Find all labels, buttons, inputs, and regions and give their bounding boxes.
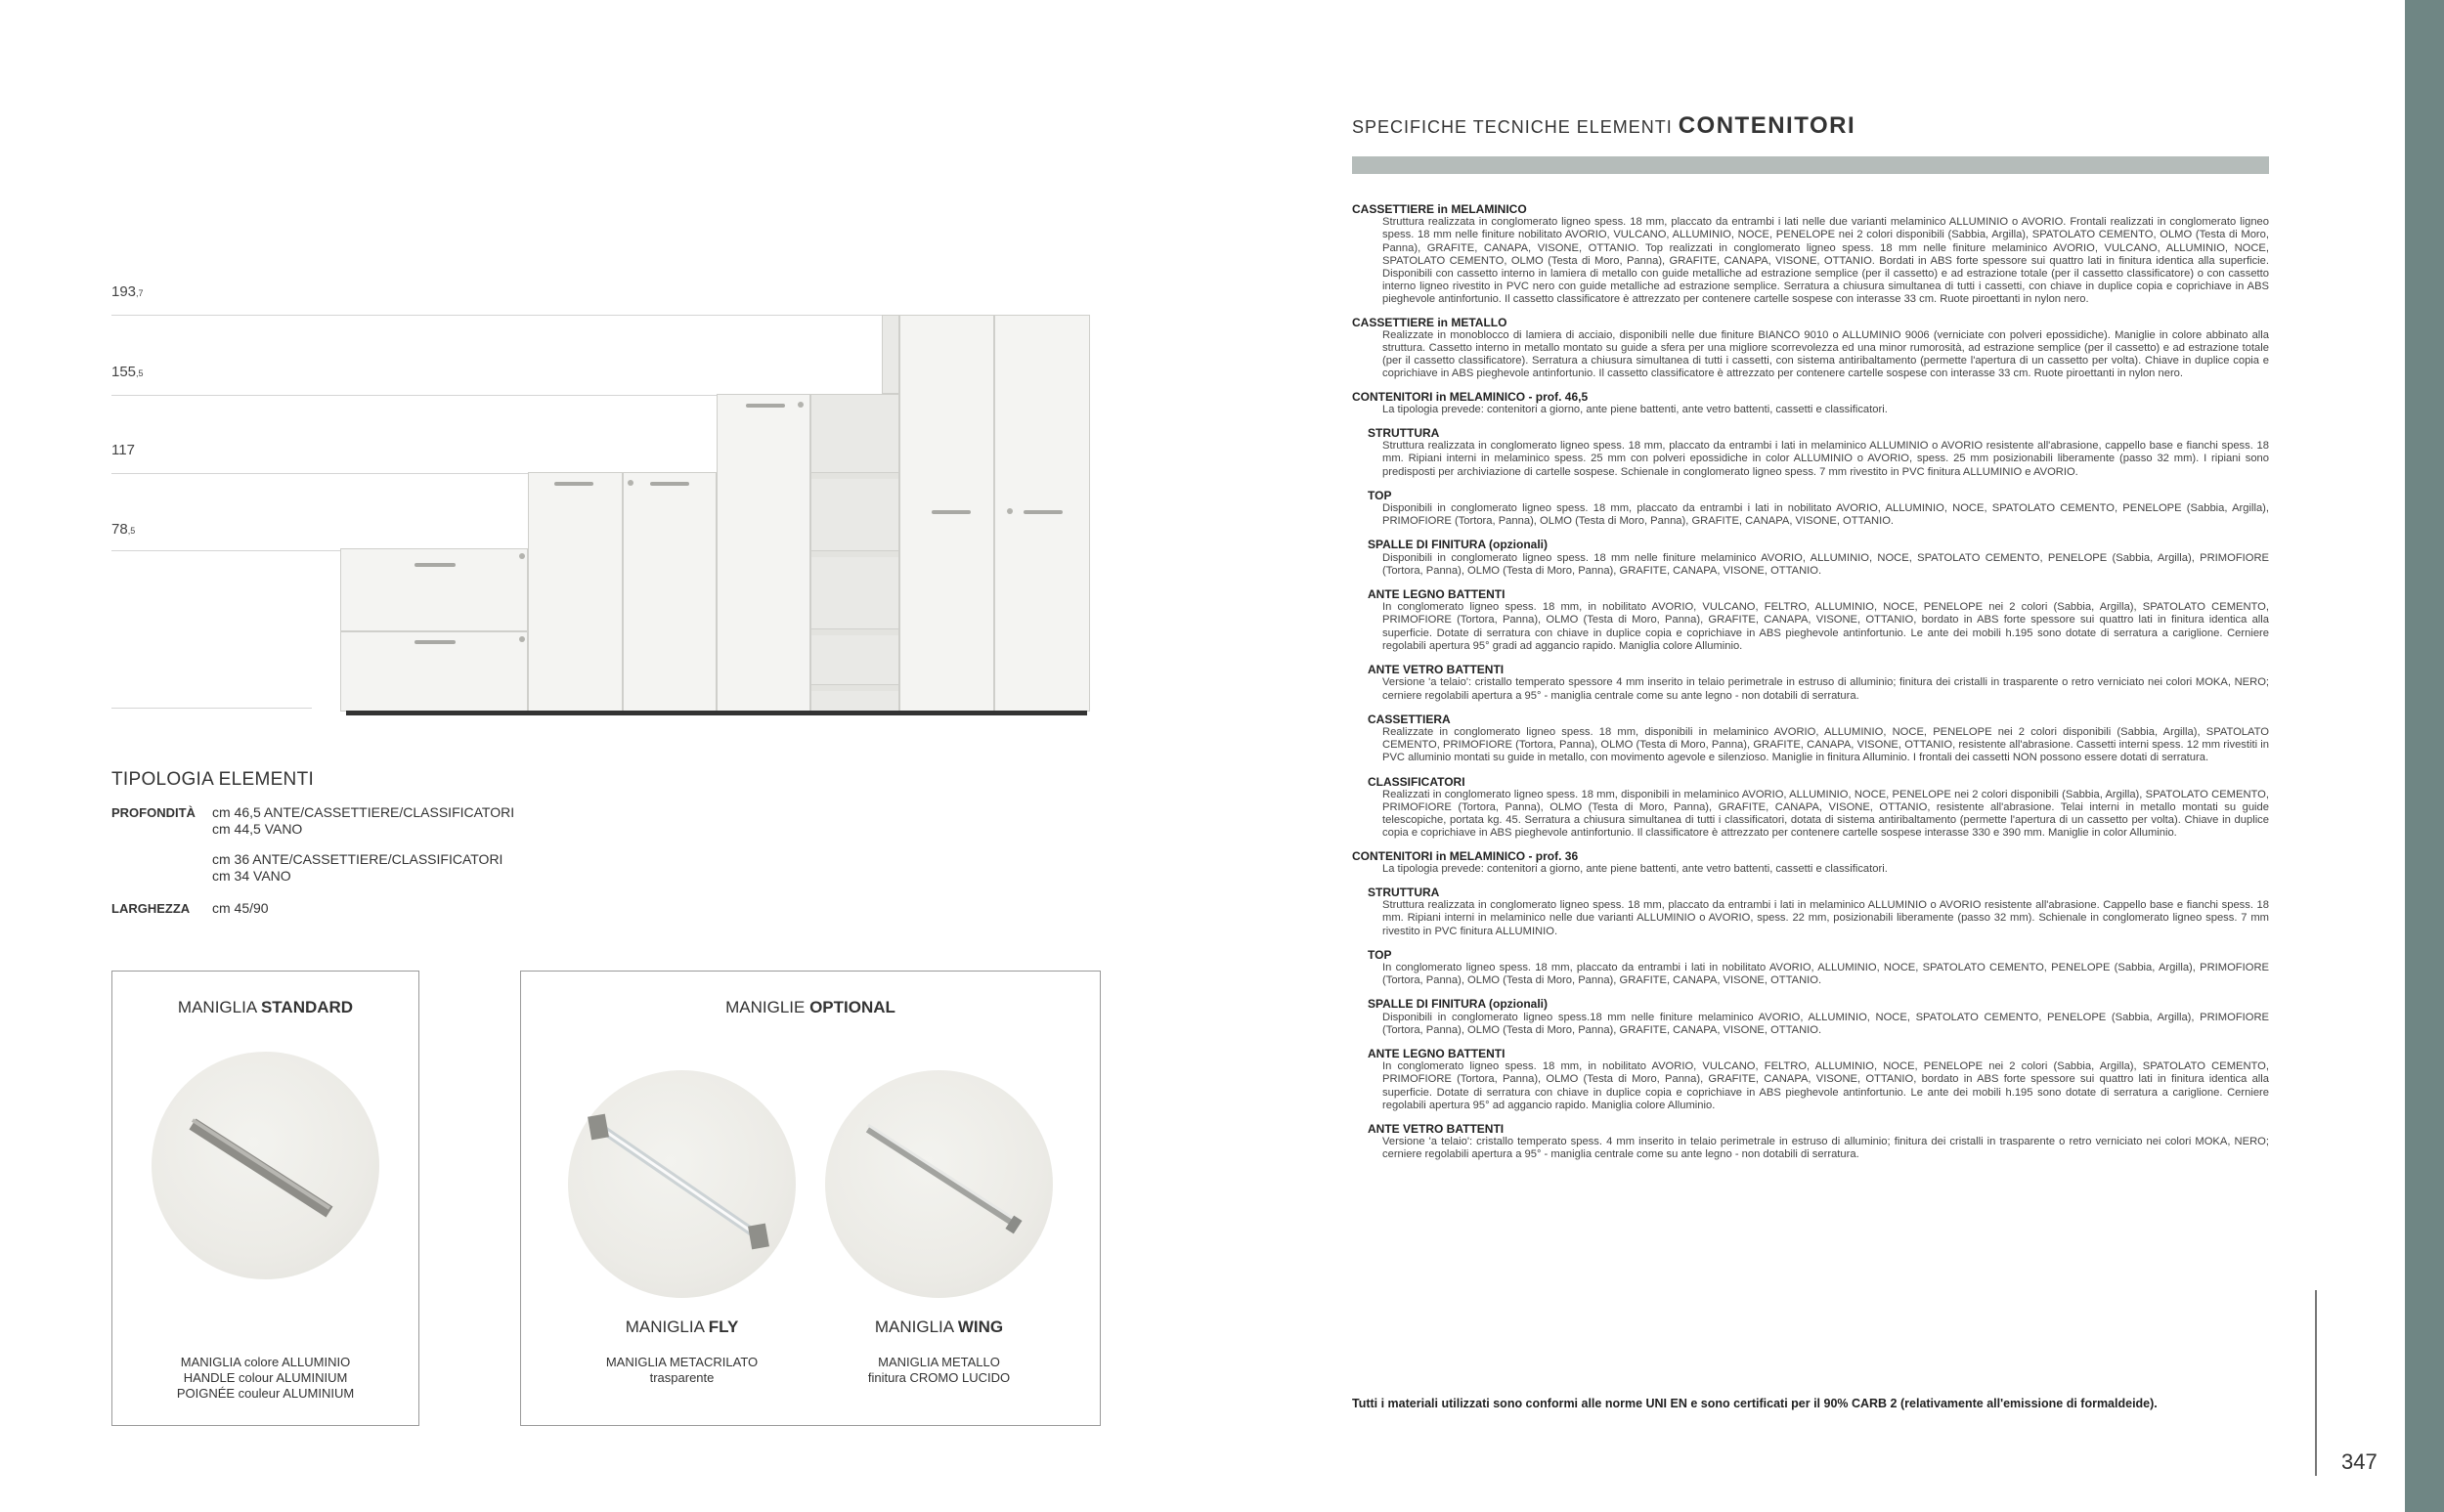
depth-value: cm 36 ANTE/CASSETTIERE/CLASSIFICATORI cm 34 VANO — [212, 851, 503, 884]
standard-handle-image — [152, 1052, 379, 1279]
spec-heading: CASSETTIERE in MELAMINICO — [1352, 202, 1527, 216]
spec-section — [1352, 203, 2269, 307]
typology-title: TIPOLOGIA ELEMENTI — [111, 769, 315, 790]
lock — [1007, 508, 1013, 514]
fly-handle-caption: MANIGLIA METACRILATO trasparente — [605, 1355, 759, 1385]
shelf — [811, 628, 898, 635]
spec-heading: CLASSIFICATORI — [1368, 774, 1465, 789]
spec-heading: CONTENITORI in MELAMINICO - prof. 36 — [1352, 848, 1579, 863]
spec-heading: ANTE VETRO BATTENTI — [1368, 1121, 1505, 1136]
spec-text: Disponibili in conglomerato ligneo spess. 18 mm nelle finiture melaminico AVORIO, ALLUMINIO, NOCE, SPATOLATO CEMENTO, PENELOPE (Sabbia, Argilla), PRIMOFIORE (Tortora, Panna), OLMO (Testa di Moro, Panna), GRAFITE, CANAPA, VISONE, OTTANIO. — [1382, 551, 2269, 577]
spec-section — [1352, 391, 2269, 416]
spec-heading: STRUTTURA — [1368, 426, 1440, 441]
shelf — [811, 550, 898, 557]
wing-handle-icon — [825, 1070, 1053, 1298]
spec-heading: SPALLE DI FINITURA (opzionali) — [1368, 538, 1548, 552]
spec-text: Struttura realizzata in conglomerato ligneo spess. 18 mm, placcato da entrambi i lati in melaminico ALLUMINIO o AVORIO resistente all'abrasione, cappello base e fianchi spess. 18 mm. Ripiani interni in melaminico spess. 25 mm con polveri epossidiche in color ALLUMINIO o AVORIO, spess. 25 mm posizionabili liberamente (passo 32 mm). I ripiani sono predisposti per archiviazione di cartelle sospese. Schienale in conglomerato ligneo spess. 7 mm rivestito in PVC finitura ALLUMINIO e AVORIO. — [1382, 440, 2269, 478]
dim-label-155: 155,5 — [111, 364, 144, 380]
spec-heading: ANTE VETRO BATTENTI — [1368, 663, 1505, 677]
spec-text: Realizzati in conglomerato ligneo spess. 18 mm, disponibili in melaminico AVORIO, ALLUMINIO, NOCE, PENELOPE nei 2 colori disponibili (Sabbia, Argilla), SPATOLATO CEMENTO, PRIMOFIORE (Tortora, Panna), OLMO (Testa di Moro, Panna), GRAFITE, CANAPA, VISONE, OTTANIO, resistente all'abrasione. Telai interni in metallo montati su guide telescopiche, portata kg. 45. Serratura a chiusura simultanea di tutti i classificatori, dotata di sistema antiribaltamento (permette l'apertura di un cassetto per volta). Chiave in duplice copia e coprichiave in ABS pieghevole antinfortunio. Il classificatore è attrezzato per contenere cartelle sospese interasse 330 e 390 mm. Maniglie in color Alluminio. — [1382, 788, 2269, 840]
standard-handle-icon — [152, 1052, 379, 1279]
door-handle — [932, 510, 971, 514]
drawer-handle — [415, 640, 456, 644]
spec-section — [1352, 776, 2269, 841]
lock — [628, 480, 633, 486]
fly-handle-icon — [568, 1070, 796, 1298]
dim-label-117: 117 — [111, 442, 135, 458]
shelf — [811, 472, 898, 479]
spec-section — [1352, 664, 2269, 703]
spec-text: Struttura realizzata in conglomerato ligneo spess. 18 mm, placcato da entrambi i lati nelle due varianti melaminico ALLUMINIO o AVORIO. Frontali realizzati in conglomerato ligneo spess. 18 mm nelle finiture nobilitato AVORIO, VULCANO, ALLUMINIO, NOCE, PENELOPE nei 2 colori disponibili (Sabbia, Argilla), SPATOLATO CEMENTO, OLMO (Testa di Moro, Panna), GRAFITE, CANAPA, VISONE, OTTANIO. Top realizzati in conglomerato ligneo spess. 18 mm nelle finiture melaminico AVORIO, VULCANO, ALLUMINIO, NOCE, SPATOLATO CEMENTO, OLMO (Testa di Moro, Panna), GRAFITE, CANAPA, VISONE, OTTANIO. Bordati in ABS forte spessore sui quattro lati in finitura identica alla superficie. Disponibili con cassetto interno in lamiera di metallo con guide metalliche ad estrazione semplice (per il cassetto) e ad estrazione totale (per il cassetto classificatore) o con cassetto interno ligneo rivestito in PVC nero con guide metalliche ad estrazione semplice. Serratura a chiusura simultanea di tutti i cassetti, con chiave in duplice copia e coprichiave in ABS pieghevole antinfortunio. Il cassetto classificatore è attrezzato per contenere cartelle sospese con interasse 33 cm. Ruote piroettanti in nylon nero. — [1382, 216, 2269, 306]
drawer-handle — [415, 563, 456, 567]
page-number: 347 — [2341, 1449, 2378, 1474]
depth-label: PROFONDITÀ — [111, 805, 196, 820]
standard-handle-caption: MANIGLIA colore ALLUMINIO HANDLE colour ALUMINIUM POIGNÉE couleur ALUMINIUM — [176, 1355, 355, 1401]
page-edge-band — [2405, 0, 2444, 1512]
shelf — [811, 684, 898, 691]
standard-handle-title: MANIGLIA STANDARD — [177, 998, 354, 1016]
dim-label-193: 193,7 — [111, 283, 144, 300]
spec-heading: CASSETTIERE in METALLO — [1352, 315, 1507, 329]
spec-text: Versione 'a telaio': cristallo temperato spess. 4 mm inserito in telaio perimetrale in estruso di alluminio; finitura dei cristalli in trasparente o retro verniciato nei colori MOKA, NERO; cerniere regolabili apertura a 95° - maniglia centrale come su ante legno - non dotabili di serratura. — [1382, 1136, 2269, 1161]
spec-heading: ANTE LEGNO BATTENTI — [1368, 587, 1506, 602]
wing-handle-image — [825, 1070, 1053, 1298]
spec-section — [1352, 588, 2269, 653]
spec-section — [1352, 949, 2269, 988]
specs-body — [1352, 198, 2269, 1162]
specs-title-bar — [1352, 156, 2269, 174]
depth-value: cm 46,5 ANTE/CASSETTIERE/CLASSIFICATORI cm 44,5 VANO — [212, 804, 515, 837]
width-value: cm 45/90 — [212, 900, 269, 916]
spec-heading: CONTENITORI in MELAMINICO - prof. 46,5 — [1352, 389, 1589, 404]
spec-text: Disponibili in conglomerato ligneo spess. 18 mm, placcato da entrambi i lati in nobilitato AVORIO, ALLUMINIO, NOCE, SPATOLATO CEMENTO, PENELOPE (Sabbia, Argilla), PRIMOFIORE (Tortora, Panna), OLMO (Testa di Moro, Panna), GRAFITE, CANAPA, VISONE, OTTANIO. — [1382, 502, 2269, 528]
cabinet-door — [623, 472, 717, 712]
spec-section — [1352, 713, 2269, 765]
dim-label-78: 78,5 — [111, 521, 136, 538]
spec-text: La tipologia prevede: contenitori a giorno, ante piene battenti, ante vetro battenti, cassetti e classificatori. — [1382, 862, 1888, 875]
spec-heading: TOP — [1368, 488, 1392, 502]
drawer-front — [340, 548, 528, 631]
optional-handles-box — [520, 971, 1101, 1426]
dim-line — [111, 708, 312, 709]
fly-handle-image — [568, 1070, 796, 1298]
spec-heading: ANTE LEGNO BATTENTI — [1368, 1046, 1506, 1060]
door-handle — [1024, 510, 1063, 514]
specs-title: SPECIFICHE TECNICHE ELEMENTI CONTENITORI — [1352, 112, 1856, 139]
spec-text: Realizzate in monoblocco di lamiera di acciaio, disponibili nelle due finiture BIANCO 9010 o ALLUMINIO 9006 (verniciate con polveri epossidiche). Maniglie in colore abbinato alla struttura. Cassetto interno in metallo montato su guide a sfera per una migliore scorrevolezza ed una minor rumorosità, ad estrazione semplice (per il cassetto) e ad estrazione totale (per il cassetto classificatore). Serratura a chiusura simultanea di tutti i cassetti, con sistema antiribaltamento (permette l'apertura di un cassetto per volta). Chiave in duplice copia e coprichiave in ABS pieghevole antinfortunio. Il cassetto classificatore è attrezzato per contenere cartelle sospese con interasse 33 cm. Ruote piroettanti in nylon nero. — [1382, 328, 2269, 380]
spec-heading: SPALLE DI FINITURA (opzionali) — [1368, 997, 1548, 1012]
spec-section — [1352, 317, 2269, 381]
wing-handle-caption: MANIGLIA METALLO finitura CROMO LUCIDO — [867, 1355, 1011, 1385]
spec-text: Versione 'a telaio': cristallo temperato spessore 4 mm inserito in telaio perimetrale in estruso di alluminio; finitura dei cristalli in trasparente o retro verniciato nei colori MOKA, NERO; cerniere regolabili apertura a 95° - maniglia centrale come su ante legno - non dotabili di serratura. — [1382, 676, 2269, 702]
spec-heading: TOP — [1368, 947, 1392, 962]
spec-section — [1352, 998, 2269, 1037]
spec-text: In conglomerato ligneo spess. 18 mm, in nobilitato AVORIO, VULCANO, FELTRO, ALLUMINIO, NOCE, PENELOPE nei 2 colori (Sabbia, Argilla), SPATOLATO CEMENTO, PRIMOFIORE (Tortora, Panna), OLMO (Testa di Moro, Panna), GRAFITE, CANAPA, VISONE, OTTANIO, bordato in ABS forte spessore sui quattro lati in finitura identica alla superficie. Dotate di serratura con chiave in duplice copia e coprichiave in ABS pieghevole antinfortunio. Le ante dei mobili h.195 sono dotate di serratura a cariglione. Cerniere regolabili apertura 95° ad aggancio rapido. Maniglia colore Alluminio. — [1382, 1060, 2269, 1111]
spec-heading: STRUTTURA — [1368, 885, 1440, 899]
spec-section — [1352, 1048, 2269, 1112]
spec-section — [1352, 490, 2269, 529]
specs-footer: Tutti i materiali utilizzati sono conformi alle norme UNI EN e sono certificati per il 90% CARB 2 (relativamente all'emissione di formaldeide). — [1352, 1397, 2158, 1410]
spec-section — [1352, 539, 2269, 578]
wing-handle-name: MANIGLIA WING — [874, 1318, 1004, 1336]
spec-text: Realizzate in conglomerato ligneo spess. 18 mm, disponibili in melaminico AVORIO, ALLUMINIO, NOCE, PENELOPE nei 2 colori disponibili (Sabbia, Argilla), SPATOLATO CEMENTO, PRIMOFIORE (Tortora, Panna), OLMO (Testa di Moro, Panna), GRAFITE, CANAPA, VISONE, OTTANIO, resistente all'abrasione. Cassetti interni spess. 12 mm rivestiti in PVC alluminio montati su guide in metallo, con movimento agevole e silenzioso. Maniglie in finitura Alluminio. I frontali dei cassetti NON possono essere dotati di serratura. — [1382, 725, 2269, 764]
door-handle — [554, 482, 593, 486]
spec-text: In conglomerato ligneo spess. 18 mm, placcato da entrambi i lati in nobilitato AVORIO, ALLUMINIO, NOCE, SPATOLATO CEMENTO, PENELOPE (Sabbia, Argilla), PRIMOFIORE (Tortora, Panna), OLMO (Testa di Moro, Panna), GRAFITE, CANAPA, VISONE, OTTANIO. — [1382, 961, 2269, 987]
spec-section — [1352, 427, 2269, 479]
spec-section — [1352, 850, 2269, 876]
spec-text: La tipologia prevede: contenitori a giorno, ante piene battenti, ante vetro battenti, cassetti e classificatori. — [1382, 403, 1888, 415]
cabinet-door — [717, 394, 810, 712]
door-handle — [650, 482, 689, 486]
page-edge-line — [2315, 1290, 2317, 1476]
fly-handle-name: MANIGLIA FLY — [625, 1318, 739, 1336]
lock — [798, 402, 804, 408]
spec-text: In conglomerato ligneo spess. 18 mm, in nobilitato AVORIO, VULCANO, FELTRO, ALLUMINIO, NOCE, PENELOPE nei 2 colori (Sabbia, Argilla), SPATOLATO CEMENTO, PRIMOFIORE (Tortora, Panna), OLMO (Testa di Moro, Panna), GRAFITE, CANAPA, VISONE, OTTANIO, bordato in ABS forte spessore sui quattro lati in finitura identica alla superficie. Dotate di serratura con chiave in duplice copia e coprichiave in ABS pieghevole antinfortunio. Le ante dei mobili h.195 sono dotate di serratura a cariglione. Cerniere regolabili apertura 95° gradi ad aggancio rapido. Maniglia colore Alluminio. — [1382, 601, 2269, 652]
standard-handle-box — [111, 971, 419, 1426]
spec-text: Disponibili in conglomerato ligneo spess.18 mm nelle finiture melaminico AVORIO, ALLUMINIO, NOCE, SPATOLATO CEMENTO, PENELOPE (Sabbia, Argilla), PRIMOFIORE (Tortora, Panna), OLMO (Testa di Moro, Panna), GRAFITE, CANAPA, VISONE, OTTANIO. — [1382, 1011, 2269, 1036]
plinth — [346, 711, 1087, 715]
spec-text: Struttura realizzata in conglomerato ligneo spess. 18 mm, placcato da entrambi i lati in melaminico ALLUMINIO o AVORIO resistente all'abrasione. Cappello base e fianchi spess. 18 mm. Ripiani interni in melaminico nelle due varianti ALLUMINIO o AVORIO, spess. 22 mm, posizionabili liberamente (passo 32 mm). Schienale in conglomerato ligneo spess. 7 mm rivestito in PVC finitura ALLUMINIO. — [1382, 899, 2269, 937]
lock — [519, 553, 525, 559]
door-handle — [746, 404, 785, 408]
spec-section — [1352, 1123, 2269, 1162]
spec-heading: CASSETTIERA — [1368, 712, 1451, 726]
width-label: LARGHEZZA — [111, 901, 191, 916]
spec-section — [1352, 886, 2269, 938]
optional-handles-title: MANIGLIE OPTIONAL — [725, 998, 895, 1016]
cabinet-side — [882, 315, 899, 394]
cabinet-door — [528, 472, 623, 712]
lock — [519, 636, 525, 642]
